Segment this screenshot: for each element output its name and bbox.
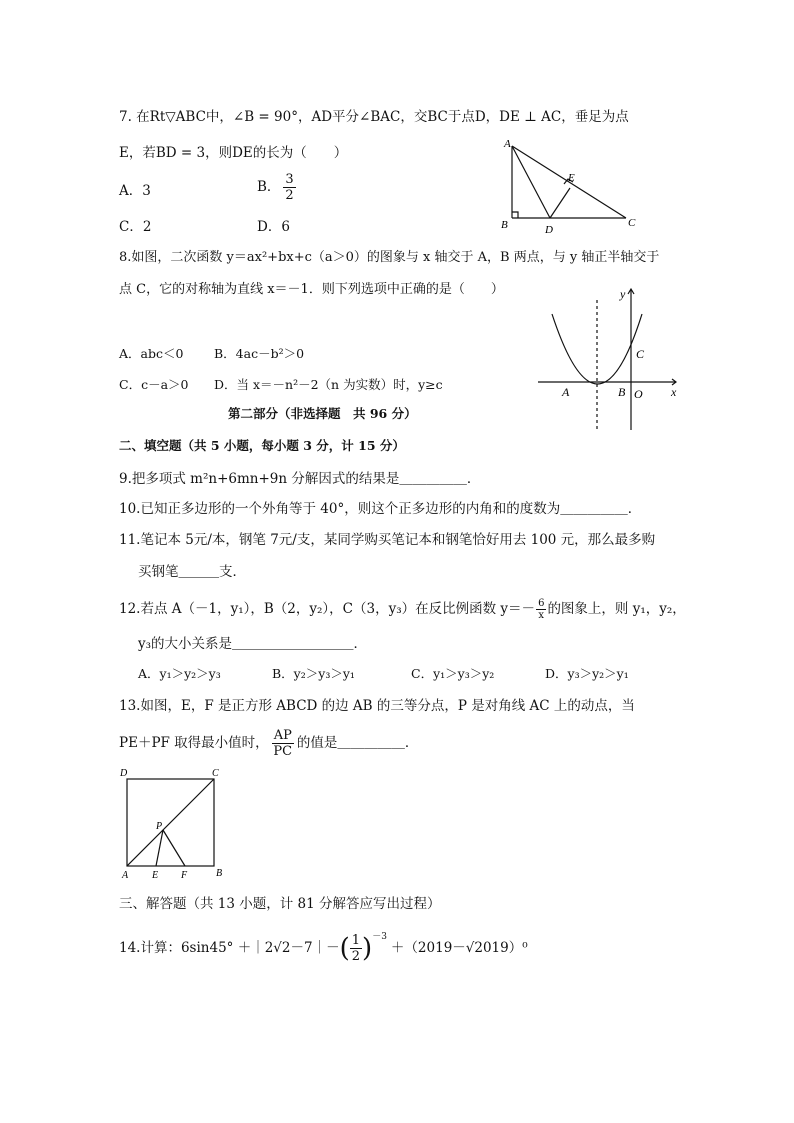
q13-line1: 13.如图，E，F 是正方形 ABCD 的边 AB 的三等分点，P 是对角线 AC 上的动点，当 [119, 698, 635, 714]
q14-exponent: －3 [372, 932, 387, 942]
q13-label-d: D [120, 768, 128, 779]
q9-text: 9.把多项式 m²n+6mn+9n 分解因式的结果是＿＿＿＿＿． [119, 471, 481, 487]
q7-option-b-label: B． [257, 179, 281, 195]
q8-parabola-figure [538, 284, 686, 434]
q14-prefix: 14.计算：6sin45° ＋｜2√2－7｜－ [119, 940, 340, 956]
fraction-denominator: x [538, 610, 545, 621]
section3-heading: 三、解答题（共 13 小题，计 81 分解答应写出过程） [119, 896, 441, 912]
q14-fraction [350, 933, 362, 964]
q12-option-b: B．y₂＞y₃＞y₁ [272, 666, 355, 681]
fraction-denominator: 2 [351, 949, 361, 964]
q8-label-a: A [562, 385, 570, 399]
q12-fraction [536, 598, 546, 621]
q13-label-a: A [122, 870, 129, 881]
q12-prefix: 12.若点 A（－1，y₁），B（2，y₂），C（3，y₃）在反比例函数 y＝－ [119, 601, 536, 617]
q8-label-y: y [620, 287, 626, 301]
q7-label-e: E [568, 172, 575, 184]
q12-option-c: C．y₁＞y₃＞y₂ [411, 666, 495, 681]
q14-paren-open: ( [339, 933, 350, 964]
q8-stem-line2: 点 C，它的对称轴为直线 x＝－1．则下列选项中正确的是（ ） [119, 282, 504, 297]
fraction-denominator: PC [273, 744, 293, 759]
q12-option-d: D．y₃＞y₂＞y₁ [545, 666, 629, 681]
q7-stem-line2: E，若BD = 3，则DE的长为（ ） [119, 145, 348, 161]
q13-label-f: F [181, 870, 188, 881]
q14-line [119, 930, 528, 970]
fraction-numerator: AP [273, 728, 292, 743]
q7-option-d: D．6 [257, 219, 290, 235]
q8-label-x: x [671, 385, 677, 399]
q13-label-c: C [212, 768, 219, 779]
q13-prefix: PE＋PF 取得最小值时， [119, 735, 269, 751]
q12-option-a: A．y₁＞y₂＞y₃ [138, 666, 221, 681]
q7-label-a: A [504, 138, 511, 150]
fraction-numerator: 1 [351, 933, 361, 948]
q7-stem-line1: 7. 在Rt▽ABC中，∠B = 90°，AD平分∠BAC，交BC于点D，DE ⊥ AC，垂足为点 [119, 109, 629, 125]
fraction-numerator: 6 [538, 598, 545, 609]
q7-option-b-fraction [283, 172, 295, 203]
q8-option-b: B．4ac－b²＞0 [214, 346, 305, 361]
q8-option-d: D．当 x＝－n²－2（n 为实数）时，y≥c [214, 377, 443, 392]
q12-suffix: 的图象上，则 y₁，y₂， [547, 601, 686, 617]
q13-label-p: P [156, 821, 163, 832]
q8-stem-line1: 8.如图，二次函数 y＝ax²+bx+c（a＞0）的图象与 x 轴交于 A，B 两点，与 y 轴正半轴交于 [119, 250, 660, 265]
q13-square-figure [116, 766, 230, 882]
q7-option-b [257, 172, 299, 203]
q8-label-c: C [636, 347, 645, 361]
fraction-denominator: 2 [285, 188, 294, 203]
q11-line1: 11.笔记本 5元/本，钢笔 7元/支，某同学购买笔记本和钢笔恰好用去 100 元，那么最多购 [119, 532, 656, 548]
q14-suffix: ＋（2019－√2019）⁰ [390, 940, 528, 956]
q8-option-a: A．abc＜0 [119, 346, 184, 361]
q14-paren-close: ) [362, 933, 373, 964]
q7-label-c: C [628, 217, 636, 229]
q7-option-c: C．2 [119, 219, 152, 235]
q12-line2: y₃的大小关系是＿＿＿＿＿＿＿＿＿． [138, 636, 368, 652]
q8-label-b: B [618, 385, 626, 399]
part2-heading: 第二部分（非选择题 共 96 分） [228, 406, 417, 421]
q7-triangle-figure [498, 136, 644, 240]
q13-label-b: B [216, 868, 223, 879]
q12-line1 [119, 598, 686, 621]
q13-label-e: E [152, 870, 159, 881]
fraction-numerator: 3 [285, 172, 294, 187]
q7-label-d: D [545, 224, 553, 236]
section2-heading: 二、填空题（共 5 小题，每小题 3 分，计 15 分） [119, 438, 405, 453]
q10-text: 10.已知正多边形的一个外角等于 40°，则这个正多边形的内角和的度数为＿＿＿＿＿． [119, 501, 642, 517]
q8-option-c: C．c－a＞0 [119, 377, 189, 392]
q8-label-o: O [634, 387, 643, 401]
q13-fraction [272, 728, 294, 759]
q13-suffix: 的值是＿＿＿＿＿． [296, 735, 419, 751]
q13-line2 [119, 728, 418, 759]
q11-line2: 买钢笔＿＿＿支． [138, 564, 246, 580]
q7-option-a: A．3 [119, 183, 151, 199]
q7-label-b: B [501, 219, 508, 231]
